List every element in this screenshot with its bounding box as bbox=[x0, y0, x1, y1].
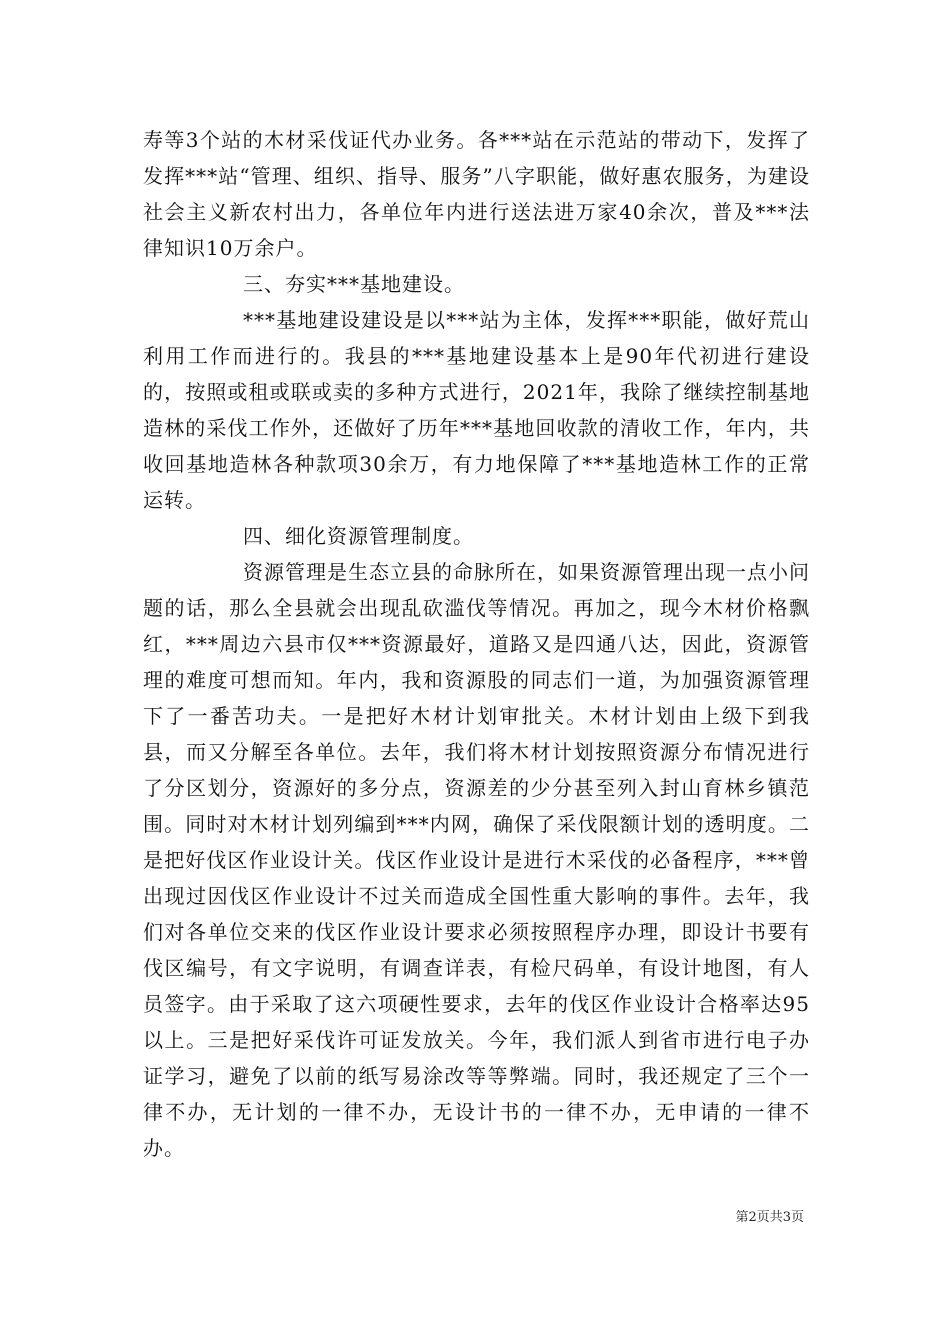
document-body bbox=[143, 122, 810, 1166]
paragraph-resource-management: 资源管理是生态立县的命脉所在，如果资源管理出现一点小问题的话，那么全县就会出现乱砍滥伐等情况。再加之，现今木材价格飘红，***周边六县市仅***资源最好，道路又是四通八达，因此，资源管理的难度可想而知。年内，我和资源股的同志们一道，为加强资源管理下了一番苦功夫。一是把好木材计划审批关。木材计划由上级下到我县，而又分解至各单位。去年，我们将木材计划按照资源分布情况进行了分区划分，资源好的多分点，资源差的少分甚至列入封山育林乡镇范围。同时对木材计划列编到***内网，确保了采伐限额计划的透明度。二是把好伐区作业设计关。伐区作业设计是进行木采伐的必备程序，***曾出现过因伐区作业设计不过关而造成全国性重大影响的事件。去年，我们对各单位交来的伐区作业设计要求必须按照程序办理，即设计书要有伐区编号，有文字说明，有调查详表，有检尺码单，有设计地图，有人员签字。由于采取了这六项硬性要求，去年的伐区作业设计合格率达95以上。三是把好采伐许可证发放关。今年，我们派人到省市进行电子办证学习，避免了以前的纸写易涂改等等弊端。同时，我还规定了三个一律不办，无计划的一律不办，无设计书的一律不办，无申请的一律不办。 bbox=[143, 560, 810, 1160]
page-number-footer: 第2页共3页 bbox=[735, 1210, 804, 1225]
paragraph-base-construction: ***基地建设建设是以***站为主体，发挥***职能，做好荒山利用工作而进行的。我县的***基地建设基本上是90年代初进行建设的，按照或租或联或卖的多种方式进行，2021年，我除了继续控制基地造林的采伐工作外，还做好了历年***基地回收款的清收工作，年内，共收回基地造林各种款项30余万，有力地保障了***基地造林工作的正常运转。 bbox=[143, 308, 810, 512]
paragraph-continuation: 寿等3个站的木材采伐证代办业务。各***站在示范站的带动下，发挥了发挥***站“管理、组织、指导、服务”八字职能，做好惠农服务，为建设社会主义新农村出力，各单位年内进行送法进万家40余次，普及***法律知识10万余户。 bbox=[143, 128, 810, 260]
section-heading-four: 四、细化资源管理制度。 bbox=[243, 524, 474, 548]
section-heading-three: 三、夯实***基地建设。 bbox=[243, 272, 465, 296]
